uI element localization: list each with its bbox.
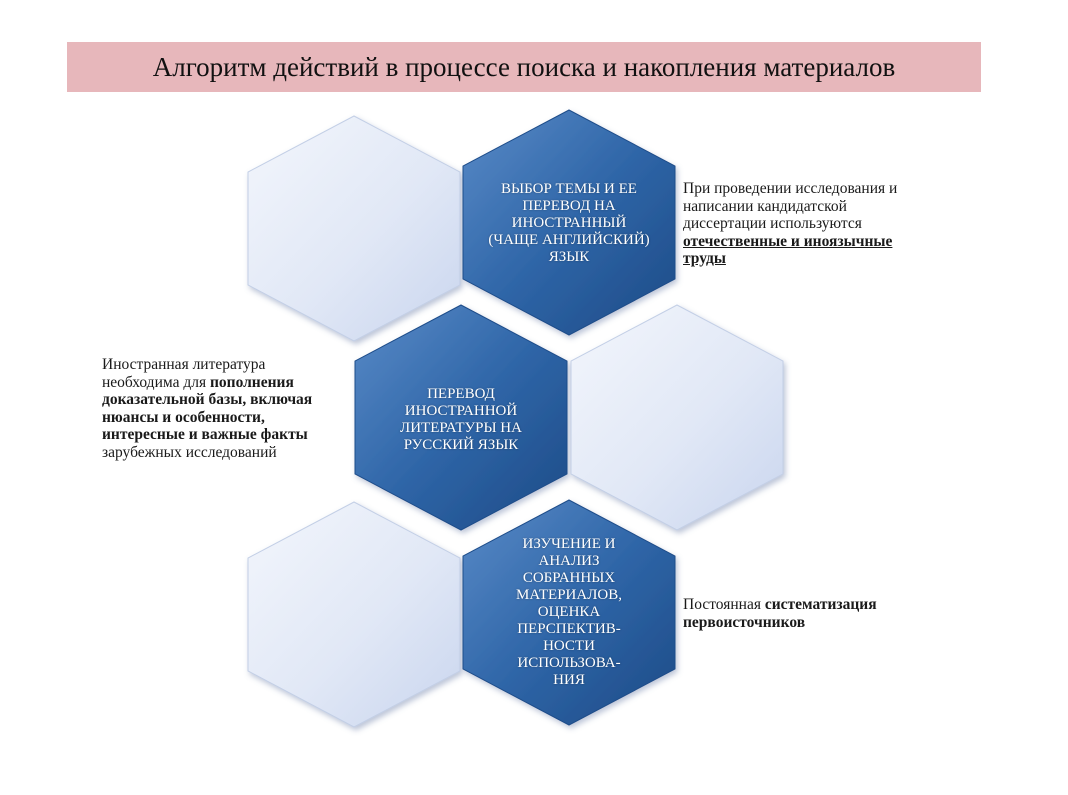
page-title: Алгоритм действий в процессе поиска и накопления материалов [152, 51, 896, 82]
note-right-top: При проведении исследования и написании кандидатской диссертации используются отечественные и иноязычные труды [683, 180, 898, 267]
hexagon-empty-bottom-left [248, 502, 460, 727]
step-3-label: ИЗУЧЕНИЕ И АНАЛИЗ СОБРАННЫХ МАТЕРИАЛОВ, ОЦЕНКА ПЕРСПЕКТИВ-НОСТИ ИСПОЛЬЗОВА-НИЯ [516, 536, 622, 688]
note-right-bottom: Постоянная систематизация первоисточников [683, 596, 877, 631]
hexagon-empty-middle-right [571, 305, 783, 530]
step-1-label: ВЫБОР ТЕМЫ И ЕЕ ПЕРЕВОД НА ИНОСТРАННЫЙ (ЧАЩЕ АНГЛИЙСКИЙ) ЯЗЫК [488, 180, 650, 265]
hexagon-empty-top-left [248, 116, 460, 341]
note-left-middle: Иностранная литература необходима для пополнения доказательной базы, включая нюансы и особенности, интересные и важные факты зарубежных исследований [102, 356, 313, 461]
step-2-label: ПЕРЕВОД ИНОСТРАННОЙ ЛИТЕРАТУРЫ НА РУССКИЙ ЯЗЫК [400, 386, 522, 453]
